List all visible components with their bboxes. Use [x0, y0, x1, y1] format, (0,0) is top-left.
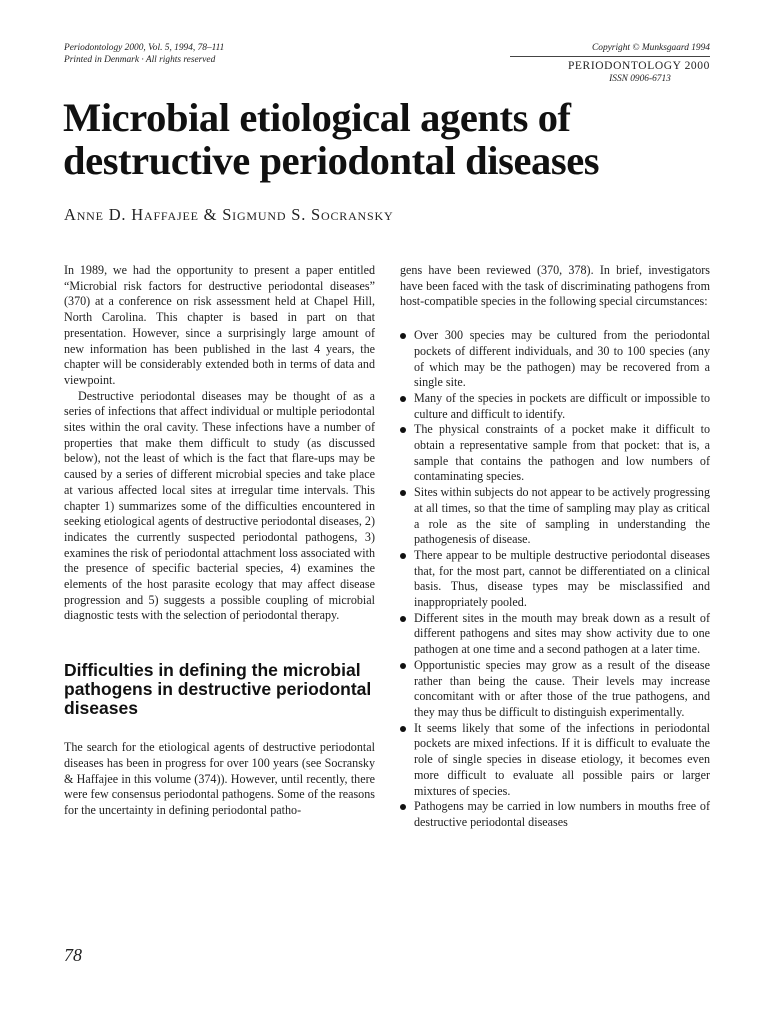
- list-item: Sites within subjects do not appear to be actively progressing at all times, so that the time of sampling may play as critical a role as the site of sampling in understanding the pathogenesis of disease.: [400, 485, 710, 548]
- list-item: There appear to be multiple destructive periodontal diseases that, for the most part, cannot be differentiated on a clinical basis. Thus, disease types may be misclassified and inappropriately pooled.: [400, 548, 710, 611]
- bullet-list: [400, 328, 710, 831]
- paragraph-search-history: The search for the etiological agents of destructive periodontal diseases has been in progress for over 100 years (see Socransky & Haffajee in this volume (374)). However, until recently, there were few consensus periodontal pathogens. Some of the reasons for the uncertainty in defining periodontal patho-: [64, 740, 375, 817]
- page-number: 78: [64, 945, 82, 965]
- list-item: Over 300 species may be cultured from the periodontal pockets of different individuals, and 30 to 100 species (any of which may be the pathogen) may be recovered from a single site.: [400, 328, 710, 391]
- list-item: Pathogens may be carried in low numbers in mouths free of destructive periodontal diseases: [400, 799, 710, 830]
- running-header-citation: [64, 42, 224, 66]
- running-header-journal: [510, 42, 710, 85]
- paragraph-overview: Destructive periodontal diseases may be thought of as a series of infections that affect individual or multiple periodontal sites within the oral cavity. These infections have a number of properties that make them difficult to study (as discussed below), not the least of which is the fact that flare-ups may be caused by a series of different microbial species and take place at various affected local sites at irregular time intervals. This chapter 1) summarizes some of the difficulties encountered in seeking etiological agents of destructive periodontal diseases, 2) indicates the currently suspected periodontal pathogens, 3) examines the risk of periodontal attachment loss associated with the presence of specific bacterial species, 4) examines the elements of the host parasite ecology that may affect disease progression and 5) suggests a possible coupling of microbial diagnostic tests with the selection of periodontal therapy.: [64, 388, 375, 623]
- article-authors: Anne D. Haffajee & Sigmund S. Socransky: [64, 205, 394, 224]
- list-item: Different sites in the mouth may break down as a result of different pathogens and sites may show activity due to one pathogen at one time and a second pathogen at a later time.: [400, 611, 710, 658]
- citation-line-2: Printed in Denmark · All rights reserved: [64, 55, 216, 65]
- article-title: Microbial etiological agents of destructive periodontal diseases: [63, 95, 600, 183]
- right-column: [400, 263, 710, 831]
- issn-line: ISSN 0906-6713: [609, 74, 671, 84]
- list-item: Opportunistic species may grow as a result of the disease rather than being the cause. Their levels may increase concomitant with or after those of the true pathogens, and they may thus be difficult to distinguish experimentally.: [400, 658, 710, 721]
- citation-line-1: Periodontology 2000, Vol. 5, 1994, 78–111: [64, 43, 225, 53]
- journal-name: PERIODONTOLOGY 2000: [567, 60, 710, 72]
- paragraph-intro: In 1989, we had the opportunity to present a paper entitled “Microbial risk factors for destructive periodontal diseases” (370) at a conference on risk assessment held at Chapel Hill, North Carolina. This chapter is based in part on that presentation. However, since a surprisingly large amount of new information has been published in the last 4 years, the chapter will be considerably extended both in terms of data and viewpoint.: [64, 263, 375, 387]
- section-heading: Difficulties in defining the microbial pathogens in destructive periodontal diseases: [64, 660, 372, 719]
- left-column: [64, 263, 375, 819]
- copyright-line: Copyright © Munksgaard 1994: [592, 43, 710, 53]
- list-item: Many of the species in pockets are difficult or impossible to culture and difficult to identify.: [400, 391, 710, 422]
- paragraph-continuation: gens have been reviewed (370, 378). In brief, investigators have been faced with the task of discriminating pathogens from host-compatible species in the following special circumstances:: [400, 263, 710, 309]
- header-rule: [510, 56, 710, 57]
- list-item: The physical constraints of a pocket make it difficult to obtain a representative sample from that pocket: that is, a sample that contains the pathogen and low numbers of contaminating species.: [400, 422, 710, 485]
- list-item: It seems likely that some of the infections in periodontal pockets are mixed infections. If it is difficult to evaluate the role of single species in disease etiology, it becomes even more difficult to evaluate all possible pairs or larger mixtures of species.: [400, 721, 710, 800]
